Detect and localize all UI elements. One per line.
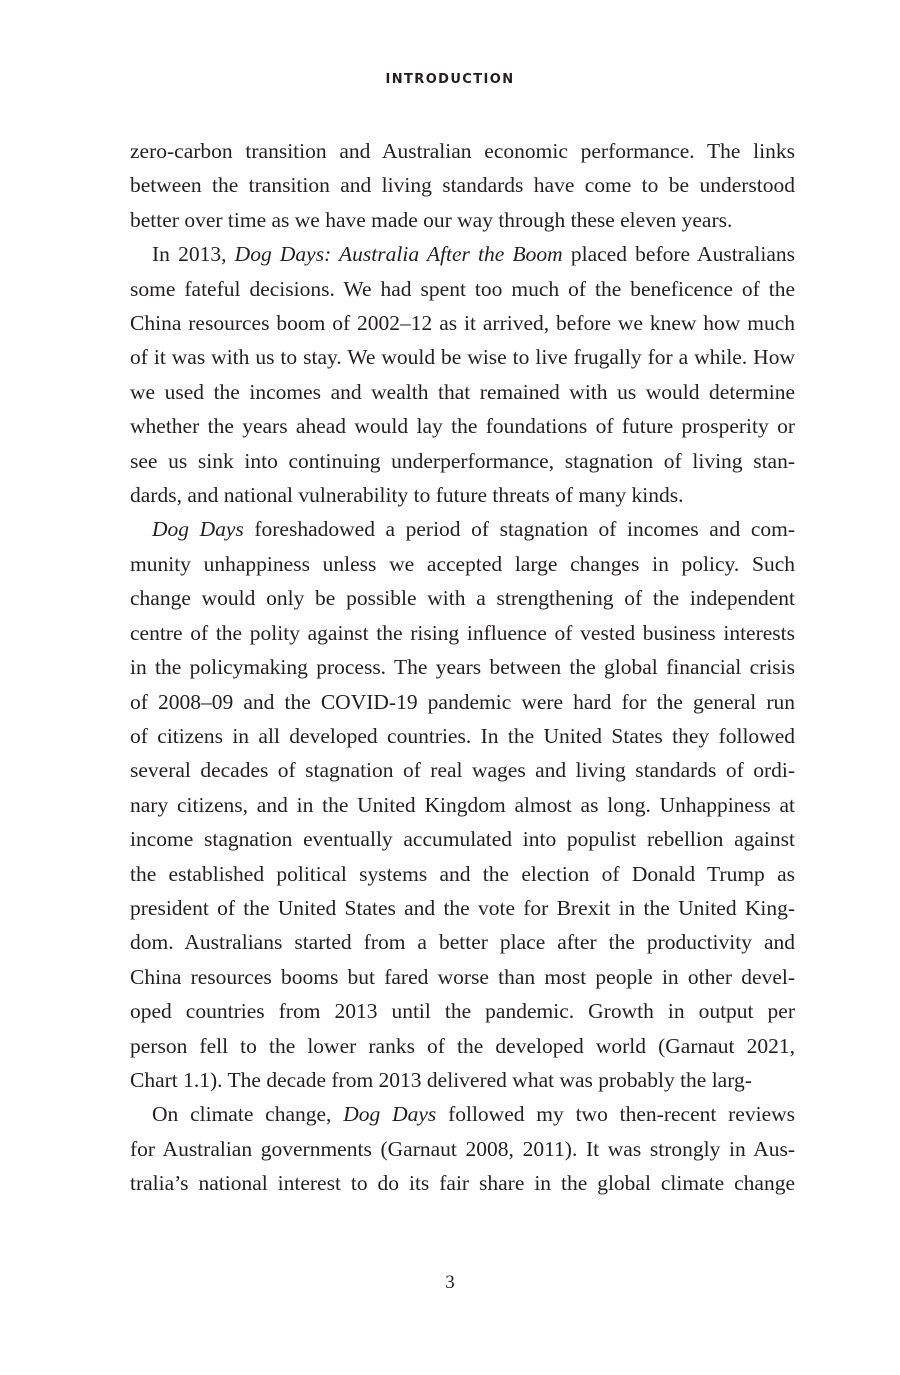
text-line: we used the incomes and wealth that remained with us would determine — [130, 379, 795, 404]
text-line: China resources booms but fared worse than most people in other devel- — [130, 964, 795, 989]
text-line: China resources boom of 2002–12 as it arrived, before we knew how much — [130, 311, 795, 336]
text-line: person fell to the lower ranks of the developed world (Garnaut 2021, — [130, 1033, 795, 1058]
paragraph-2 — [130, 237, 795, 512]
page-number: 3 — [445, 1272, 455, 1293]
text-run: placed before Australians — [562, 242, 795, 267]
book-title: Dog Days — [343, 1102, 437, 1127]
text-line: dom. Australians started from a better place after the productivity and — [130, 930, 795, 955]
text-line: dards, and national vulnerability to future threats of many kinds. — [130, 483, 684, 508]
text-line: whether the years ahead would lay the foundations of future prosperity or — [130, 414, 795, 439]
paragraph-4 — [130, 1097, 795, 1200]
text-line: the established political systems and the election of Donald Trump as — [130, 861, 795, 886]
book-title: Dog Days: Australia After the Boom — [234, 242, 563, 267]
text-run: On climate change, — [152, 1102, 344, 1127]
body-text — [130, 134, 795, 1201]
text-line: better over time as we have made our way through these eleven years. — [130, 207, 733, 232]
text-line — [130, 512, 795, 546]
text-line: tralia’s national interest to do its fair share in the global climate change — [130, 1171, 795, 1196]
text-line: between the transition and living standards have come to be understood — [130, 173, 795, 198]
text-line: oped countries from 2013 until the pandemic. Growth in output per — [130, 999, 795, 1024]
text-line: of it was with us to stay. We would be wise to live frugally for a while. How — [130, 345, 795, 370]
text-line — [130, 237, 795, 271]
text-line: munity unhappiness unless we accepted large changes in policy. Such — [130, 551, 795, 576]
text-run: foreshadowed a period of stagnation of incomes and com- — [243, 517, 795, 542]
text-line: Chart 1.1). The decade from 2013 delivered what was probably the larg- — [130, 1067, 752, 1092]
book-title: Dog Days — [152, 517, 244, 542]
text-line: for Australian governments (Garnaut 2008, 2011). It was strongly in Aus- — [130, 1136, 795, 1161]
text-run: In 2013, — [152, 242, 235, 267]
text-line: see us sink into continuing underperformance, stagnation of living stan- — [130, 448, 795, 473]
text-line: zero-carbon transition and Australian economic performance. The links — [130, 139, 795, 163]
text-run: followed my two then-recent reviews — [436, 1102, 796, 1127]
paragraph-1 — [130, 134, 795, 237]
paragraph-3 — [130, 512, 795, 1097]
text-line — [130, 1097, 795, 1131]
text-line: in the policymaking process. The years between the global financial crisis — [130, 655, 795, 680]
text-line: income stagnation eventually accumulated into populist rebellion against — [130, 827, 795, 852]
text-line: some fateful decisions. We had spent too much of the beneficence of the — [130, 276, 795, 301]
text-line: change would only be possible with a strengthening of the independent — [130, 586, 795, 611]
text-line: several decades of stagnation of real wages and living standards of ordi- — [130, 758, 795, 783]
text-line: of 2008–09 and the COVID-19 pandemic were hard for the general run — [130, 689, 795, 714]
text-line: nary citizens, and in the United Kingdom almost as long. Unhappiness at — [130, 792, 795, 817]
text-line: president of the United States and the vote for Brexit in the United King- — [130, 895, 795, 920]
running-head: INTRODUCTION — [385, 72, 515, 87]
text-line: centre of the polity against the rising influence of vested business interests — [130, 620, 795, 645]
text-line: of citizens in all developed countries. In the United States they followed — [130, 723, 795, 748]
